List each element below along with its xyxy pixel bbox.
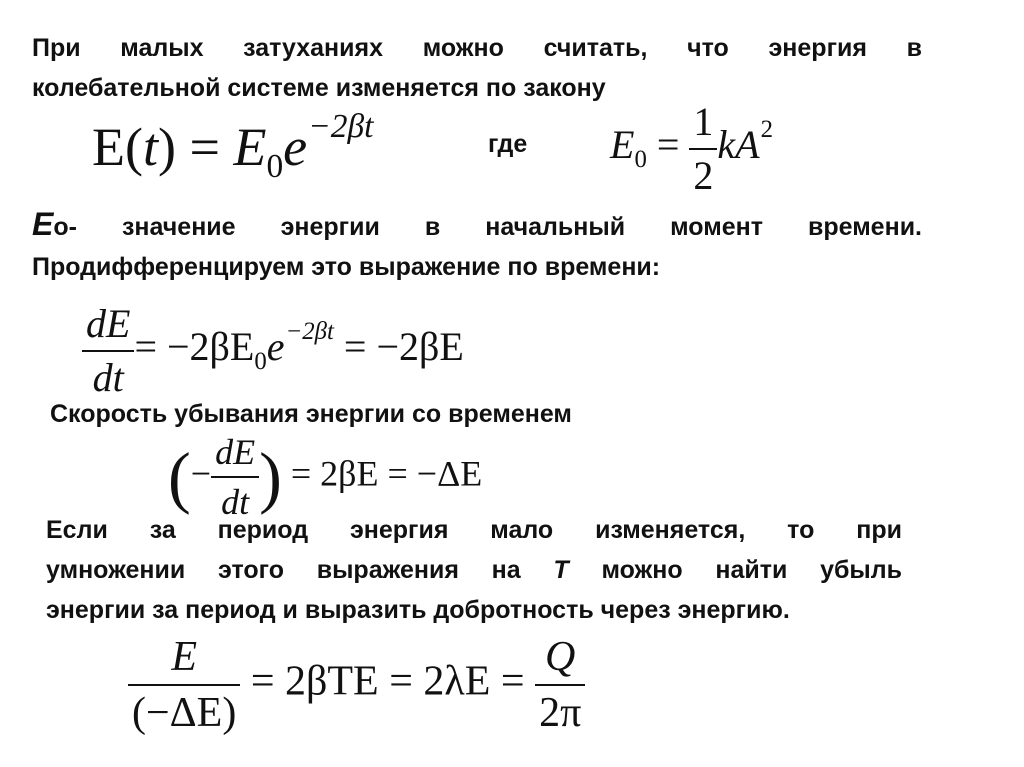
formula4-num: dE <box>215 432 256 472</box>
formula3-den: dt <box>92 355 124 400</box>
definition-line-1-text: значение энергии в начальный момент времени. <box>121 213 923 241</box>
definition-symbol: E <box>32 206 54 242</box>
period-line-2-a: умножении этого выражения на <box>46 556 521 584</box>
formula1-exp-base: e <box>283 117 308 177</box>
formula5-den2: 2π <box>539 690 582 736</box>
intro-line-2: колебательной системе изменяется по закону <box>32 74 606 102</box>
formula5-num2: Q <box>545 634 576 680</box>
formula4-rhs: = 2βE = −ΔE <box>290 453 483 494</box>
initial-energy-formula: $E_0$ = $\frac{1}{2}$ $kA^2$ <box>610 99 773 198</box>
formula2-lhs-sub: 0 <box>634 145 647 173</box>
period-line-1: Если за период энергия мало изменяется, то при <box>46 516 902 544</box>
formula2-k: kA <box>717 122 760 168</box>
formula4-den: dt <box>221 482 250 522</box>
formula3-exp: −2βt <box>285 318 334 346</box>
derivative-formula <box>82 300 464 402</box>
where-label: где <box>488 130 528 158</box>
formula5-fraction-bar-right <box>535 684 585 686</box>
formula2-num: 1 <box>693 99 714 144</box>
formula1-exp: −2βt <box>308 107 374 145</box>
formula3-tail: = −2βE <box>343 324 464 370</box>
definition-line-2: Продифференцируем это выражение по времени: <box>32 253 661 281</box>
formula1-lhs-arg: t <box>142 117 158 177</box>
formula4-fraction-bar <box>211 476 259 478</box>
formula4-minus: − <box>190 453 212 494</box>
formula5-fraction-right <box>535 632 585 738</box>
formula5-num: E <box>171 634 197 680</box>
definition-line-1 <box>32 204 922 247</box>
formula2-den: 2 <box>693 153 714 198</box>
formula2-fraction <box>689 98 717 200</box>
definition-symbol-rest: о- <box>53 213 77 241</box>
formula5-fraction-bar-left <box>128 684 240 686</box>
formula3-rhs-sub: 0 <box>254 347 267 375</box>
formula3-rhs: = −2βE <box>134 324 255 370</box>
period-line-3: энергии за период и выразить добротность через энергию. <box>46 596 790 624</box>
formula5-fraction-left <box>128 632 240 738</box>
period-symbol-t: Т <box>553 556 569 584</box>
rate-text: Скорость убывания энергии со временем <box>50 400 572 428</box>
formula2-fraction-bar <box>689 148 717 150</box>
intro-line-1: При малых затуханиях можно считать, что энергия в <box>32 34 922 62</box>
formula5-den: (−ΔE) <box>132 690 237 736</box>
formula1-lhs-func: E <box>92 117 125 177</box>
formula3-e: e <box>266 324 285 370</box>
definition-paragraph <box>32 204 922 287</box>
formula4-right-paren: ) <box>259 438 282 515</box>
period-line-2-b: можно найти убыль <box>601 556 903 584</box>
period-paragraph <box>46 510 902 630</box>
formula3-fraction-bar <box>82 350 134 352</box>
quality-factor-formula <box>128 632 585 738</box>
intro-paragraph <box>32 28 922 108</box>
period-line-2 <box>46 550 902 590</box>
formula3-fraction <box>82 300 134 402</box>
formula2-pow: 2 <box>760 116 773 144</box>
formula2-lhs: E <box>610 122 635 168</box>
formula5-mid: = 2βTE = 2λE = <box>250 658 525 705</box>
energy-decay-formula: $E(t) = E_0e^{-2\beta t}$ <box>92 107 374 185</box>
formula1-rhs-sub: 0 <box>266 147 284 185</box>
formula1-rhs-base: E <box>233 117 267 177</box>
formula3-num: dE <box>86 301 131 346</box>
formula4-left-paren: ( <box>168 438 191 515</box>
